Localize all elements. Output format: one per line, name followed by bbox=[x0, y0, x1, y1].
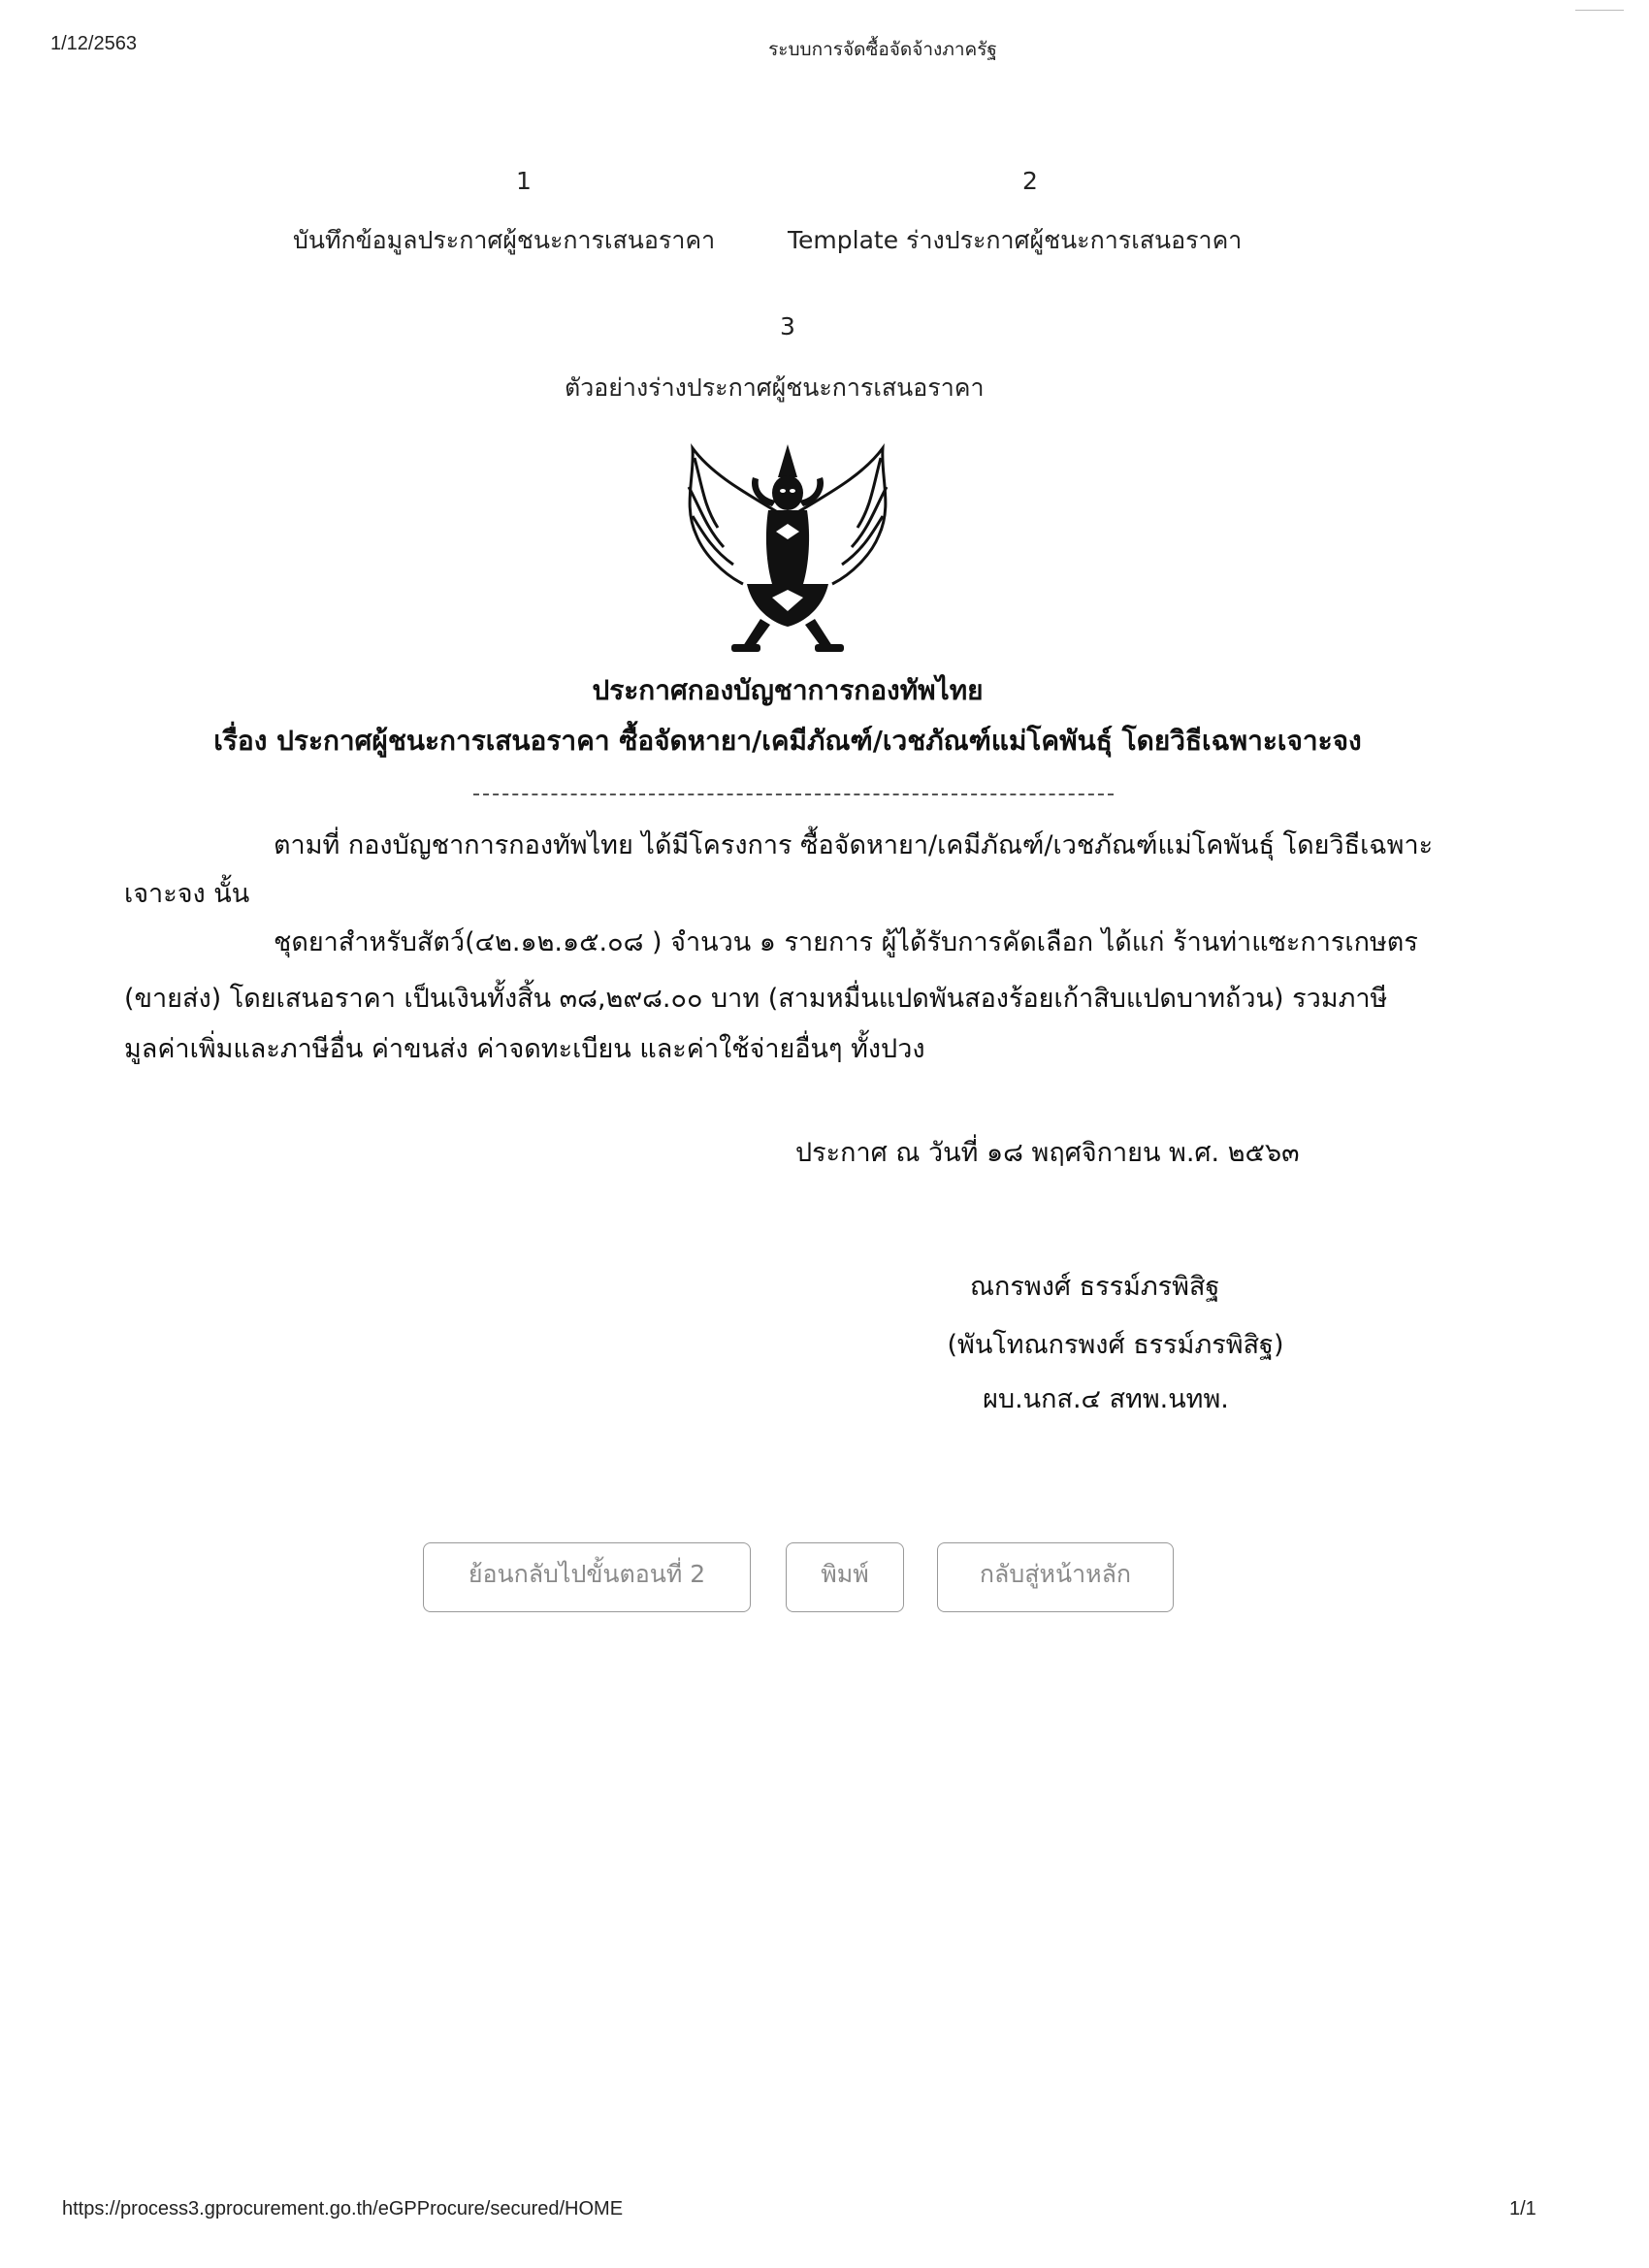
paragraph-1-line-1: ตามที่ กองบัญชาการกองทัพไทย ได้มีโครงการ ซื้อจัดหายา/เคมีภัณฑ์/เวชภัณฑ์แม่โคพันธุ์ โดยวิธีเฉพาะ bbox=[274, 830, 1434, 860]
garuda-emblem-icon bbox=[675, 438, 900, 660]
announcement-subject: เรื่อง ประกาศผู้ชนะการเสนอราคา ซื้อจัดหายา/เคมีภัณฑ์/เวชภัณฑ์แม่โคพันธุ์ โดยวิธีเฉพาะเจาะจง bbox=[213, 725, 1362, 757]
print-date: 1/12/2563 bbox=[50, 33, 137, 54]
signature-name: ณกรพงศ์ ธรรม์ภรพิสิฐ bbox=[970, 1272, 1220, 1302]
print-footer-page: 1/1 bbox=[1509, 2198, 1536, 2219]
home-button[interactable]: กลับสู่หน้าหลัก bbox=[937, 1542, 1174, 1612]
step-3-label: ตัวอย่างร่างประกาศผู้ชนะการเสนอราคา bbox=[565, 373, 985, 402]
announcement-issuer: ประกาศกองบัญชาการกองทัพไทย bbox=[592, 674, 984, 706]
step-2-number: 2 bbox=[1022, 167, 1038, 195]
signature-full-name: (พันโทณกรพงศ์ ธรรม์ภรพิสิฐ) bbox=[947, 1330, 1284, 1360]
title-divider bbox=[473, 794, 1114, 795]
step-3-number: 3 bbox=[780, 312, 795, 340]
paragraph-2-line-1: ชุดยาสำหรับสัตว์(๔๒.๑๒.๑๕.๐๘ ) จำนวน ๑ รายการ ผู้ได้รับการคัดเลือก ได้แก่ ร้านท่าแซะการเกษตร bbox=[274, 927, 1418, 957]
scan-edge-mark bbox=[1575, 10, 1624, 11]
signature-position: ผบ.นกส.๔ สทพ.นทพ. bbox=[983, 1384, 1229, 1414]
back-to-step2-button[interactable]: ย้อนกลับไปขั้นตอนที่ 2 bbox=[423, 1542, 751, 1612]
print-button[interactable]: พิมพ์ bbox=[786, 1542, 904, 1612]
paragraph-1-line-2: เจาะจง นั้น bbox=[124, 879, 250, 909]
step-2-label[interactable]: Template ร่างประกาศผู้ชนะการเสนอราคา bbox=[788, 226, 1243, 254]
paragraph-2-line-2: (ขายส่ง) โดยเสนอราคา เป็นเงินทั้งสิ้น ๓๘,๒๙๘.๐๐ บาท (สามหมื่นแปดพันสองร้อยเก้าสิบแปดบาทถ้วน) รวมภาษี bbox=[124, 984, 1388, 1014]
print-footer-url: https://process3.gprocurement.go.th/eGPProcure/secured/HOME bbox=[62, 2198, 624, 2219]
paragraph-2-line-3: มูลค่าเพิ่มและภาษีอื่น ค่าขนส่ง ค่าจดทะเบียน และค่าใช้จ่ายอื่นๆ ทั้งปวง bbox=[124, 1034, 925, 1064]
announcement-date: ประกาศ ณ วันที่ ๑๘ พฤศจิกายน พ.ศ. ๒๕๖๓ bbox=[795, 1138, 1300, 1168]
step-1-number: 1 bbox=[516, 167, 532, 195]
step-1-label[interactable]: บันทึกข้อมูลประกาศผู้ชนะการเสนอราคา bbox=[293, 226, 716, 254]
print-site-title: ระบบการจัดซื้อจัดจ้างภาครัฐ bbox=[768, 39, 997, 60]
